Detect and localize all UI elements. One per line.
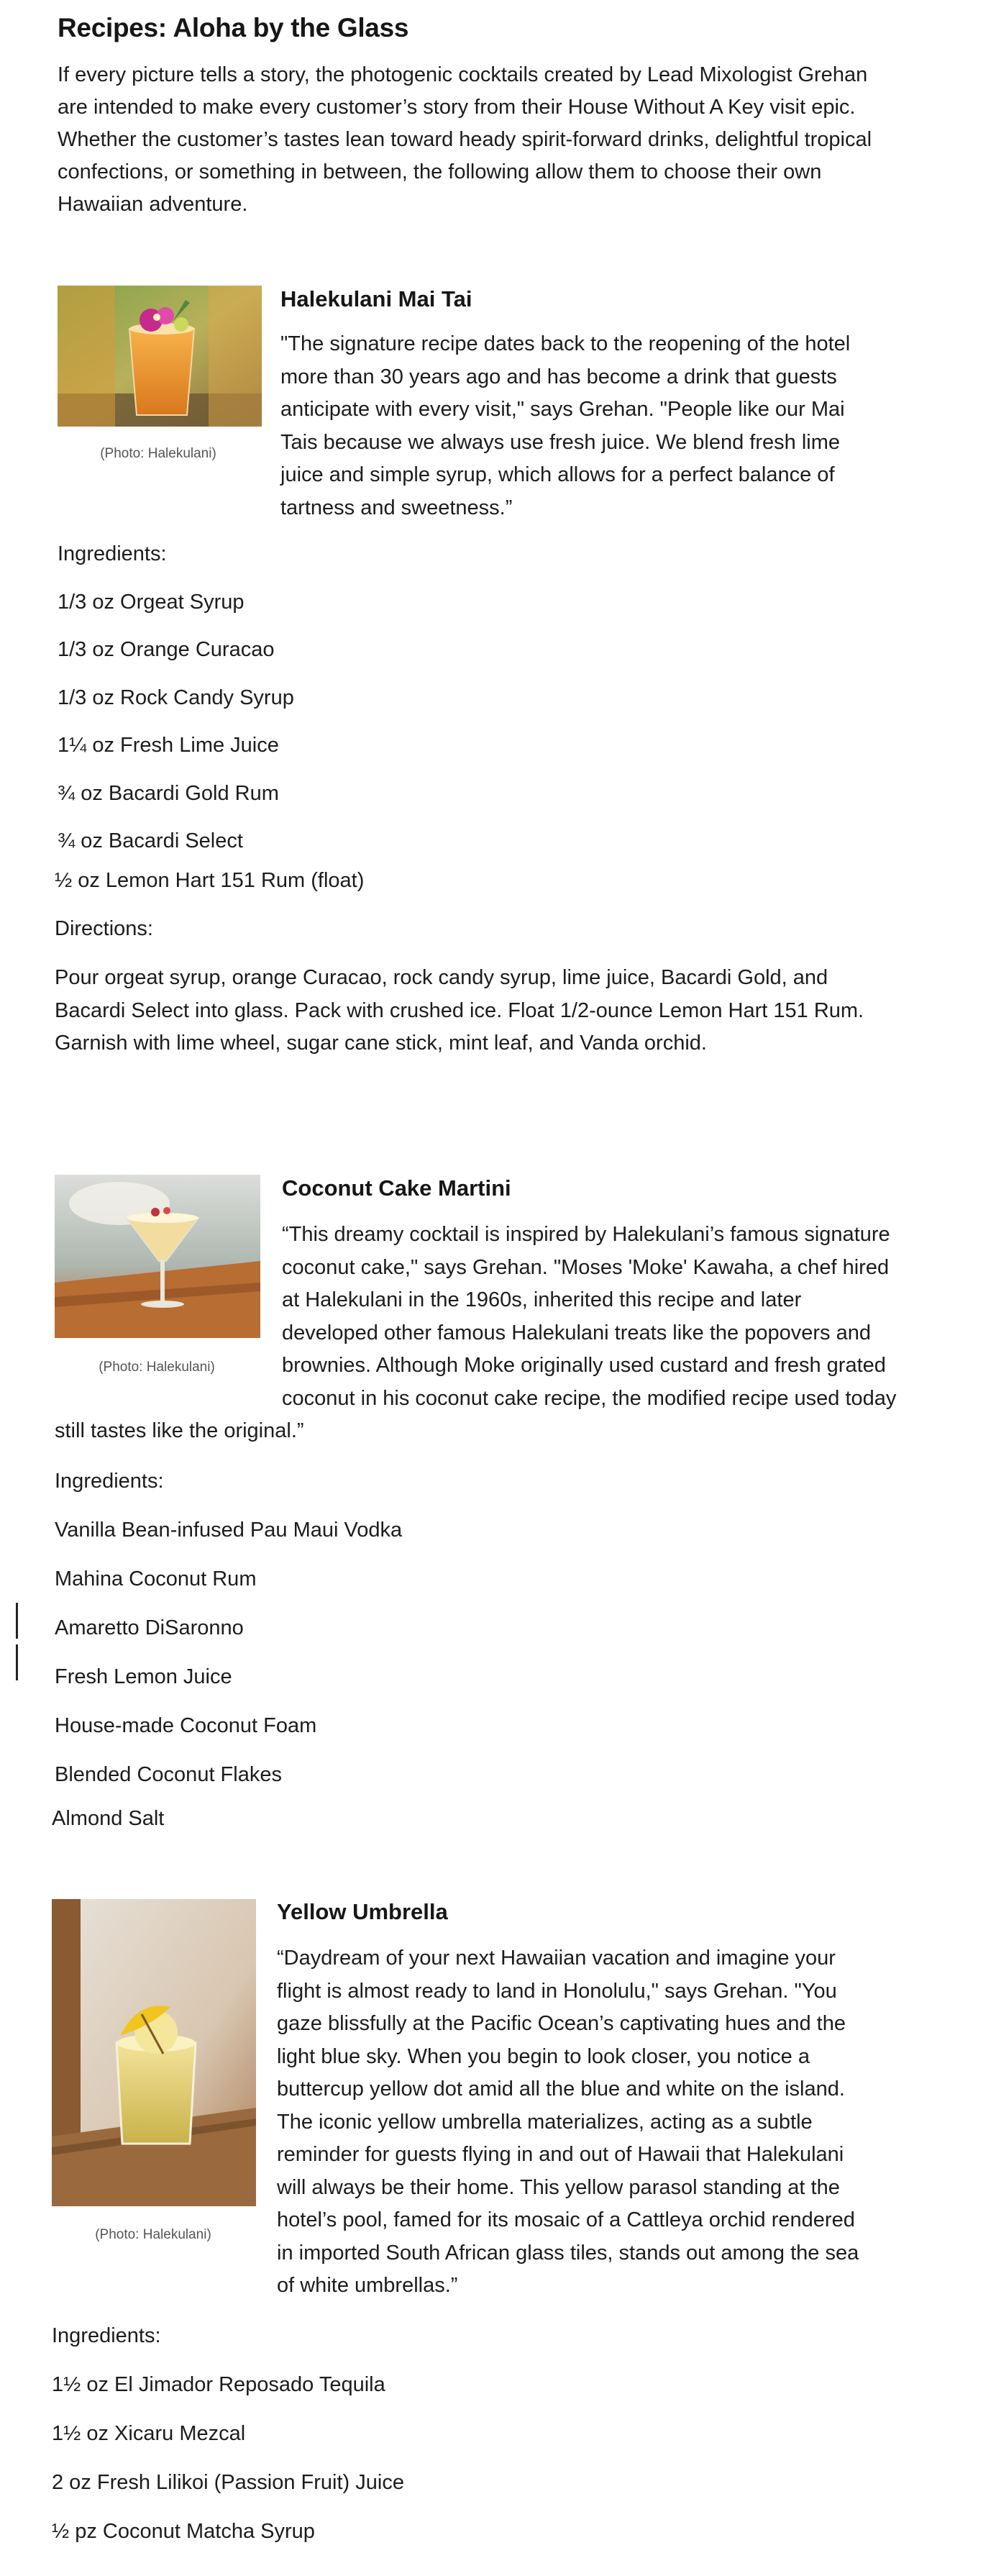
list-item: Vanilla Bean-infused Pau Maui Vodka	[55, 1519, 403, 1542]
list-item: ½ pz Coconut Matcha Syrup	[52, 2520, 315, 2543]
list-item: ¾ oz Bacardi Select	[58, 829, 243, 852]
list-item: 1/3 oz Rock Candy Syrup	[58, 686, 294, 709]
mai-tai-title: Halekulani Mai Tai	[280, 286, 472, 311]
coconut-martini-ingredients-label: Ingredients:	[55, 1470, 164, 1493]
yellow-umbrella-quote: “Daydream of your next Hawaiian vacation and imagine your flight is almost ready to land in Honolulu," says Grehan. "You gaze blissfully at the Pacific Ocean’s captivating hues and the light blue sky. When you begin to look closer, you notice a buttercup yellow dot amid all the blue and white on the island. The iconic yellow umbrella materializes, acting as a subtle reminder for guests flying in and out of Hawaii that Halekulani will always be their home. This yellow parasol standing at the hotel’s pool, famed for its mosaic of a Cattleya orchid rendered in imported South African glass tiles, stands out among the sea of white umbrellas.”	[277, 1947, 859, 2297]
list-item: 1½ oz Xicaru Mezcal	[52, 2422, 246, 2445]
yellow-umbrella-caption: (Photo: Halekulani)	[95, 2227, 211, 2242]
list-item: 1½ oz El Jimador Reposado Tequila	[52, 2373, 385, 2396]
list-item: 1/3 oz Orgeat Syrup	[58, 591, 245, 614]
list-item: 1¼ oz Fresh Lime Juice	[58, 734, 279, 757]
list-item: ½ oz Lemon Hart 151 Rum (float)	[55, 869, 365, 892]
yellow-umbrella-photo	[52, 1899, 256, 2206]
mai-tai-ingredients-label: Ingredients:	[58, 542, 167, 565]
mai-tai-quote: "The signature recipe dates back to the reopening of the hotel more than 30 years ago and has become a drink that guests anticipate with every visit," says Grehan. "People like our Mai Tais because we always use fresh juice. We blend fresh lime juice and simple syrup, which allows for a perfect balance of tartness and sweetness.”	[280, 332, 851, 519]
mai-tai-caption: (Photo: Halekulani)	[100, 446, 216, 461]
list-item: House-made Coconut Foam	[55, 1714, 317, 1737]
list-item: Fresh Lemon Juice	[55, 1665, 232, 1688]
mai-tai-directions-label: Directions:	[55, 917, 153, 940]
list-item: ¾ oz Bacardi Gold Rum	[58, 782, 279, 805]
list-item: 2 oz Fresh Lilikoi (Passion Fruit) Juice	[52, 2471, 404, 2494]
list-item: Amaretto DiSaronno	[55, 1616, 244, 1639]
coconut-martini-caption: (Photo: Halekulani)	[99, 1360, 215, 1375]
text-cursor-mark	[16, 1644, 18, 1680]
mai-tai-directions: Pour orgeat syrup, orange Curacao, rock candy syrup, lime juice, Bacardi Gold, and Bacardi Select into glass. Pack with crushed ice. Float 1/2-ounce Lemon Hart 151 Rum. Garnish with lime wheel, sugar cane stick, mint leaf, and Vanda orchid.	[55, 966, 864, 1055]
coconut-martini-photo	[55, 1175, 260, 1338]
list-item: Almond Salt	[52, 1807, 165, 1830]
list-item: 1/3 oz Orange Curacao	[58, 638, 275, 661]
list-item: Blended Coconut Flakes	[55, 1763, 282, 1786]
coconut-martini-quote-text: “This dreamy cocktail is inspired by Halekulani’s famous signature coconut cake," says Grehan. "Moses 'Moke' Kawaha, a chef hired at Halekulani in the 1960s, inherited this recipe and later developed other famous Halekulani treats like the popovers and brownies. Although Moke originally used custard and fresh grated coconut in his coconut cake recipe, the modified recipe used today	[282, 1223, 897, 1410]
text-cursor-mark	[16, 1603, 18, 1639]
article-title: Recipes: Aloha by the Glass	[58, 13, 409, 42]
mai-tai-photo	[58, 286, 262, 427]
article-intro: If every picture tells a story, the photogenic cocktails created by Lead Mixologist Grehan are intended to make every customer’s story from their House Without A Key visit epic. Whether the customer’s tastes lean toward heady spirit-forward drinks, delightful tropical confections, or something in between, the following allow them to choose their own Hawaiian adventure.	[58, 63, 872, 216]
list-item: Mahina Coconut Rum	[55, 1567, 257, 1590]
coconut-martini-quote-continued: still tastes like the original.”	[55, 1419, 304, 1442]
coconut-martini-title: Coconut Cake Martini	[282, 1175, 511, 1201]
yellow-umbrella-title: Yellow Umbrella	[277, 1899, 448, 1924]
yellow-umbrella-ingredients-label: Ingredients:	[52, 2324, 161, 2347]
